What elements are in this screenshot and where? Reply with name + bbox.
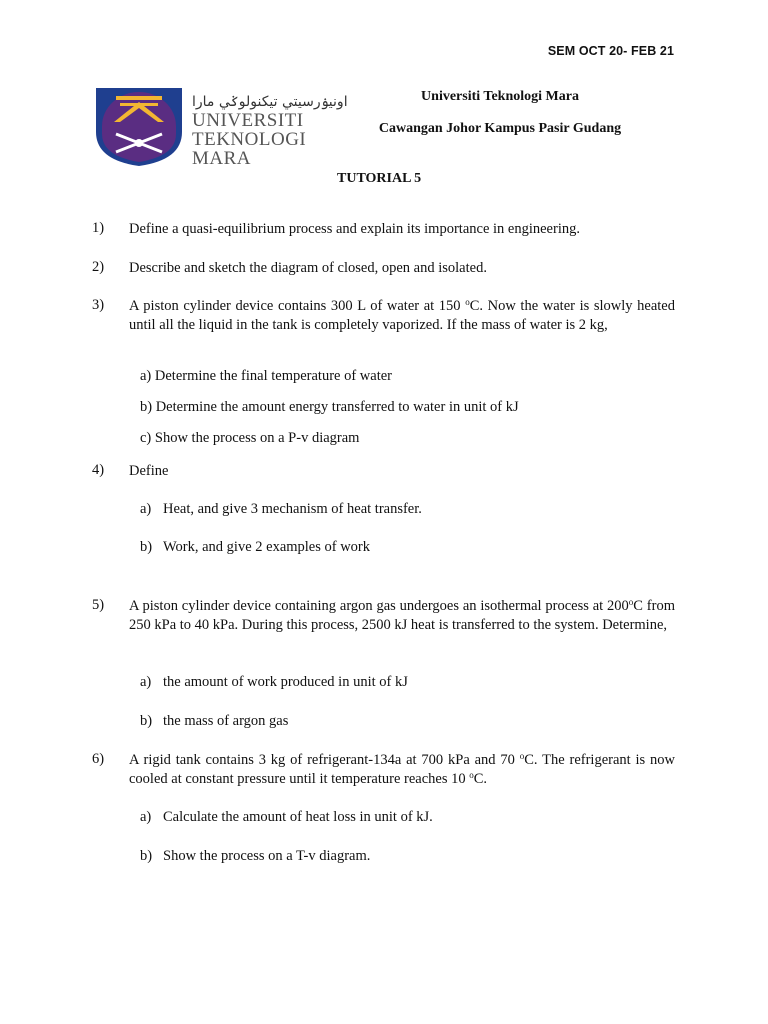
- question-3-number: 3): [92, 297, 105, 313]
- question-1-text: Define a quasi-equilibrium process and explain its importance in engineering.: [129, 221, 580, 237]
- question-6-text: A rigid tank contains 3 kg of refrigerant-134a at 700 kPa and 70 $^o$C. The refrigerant is now cooled at constant pressure until it temperature reaches 10 $^o$C.: [129, 751, 676, 787]
- jawi-text: اونيۏرسيتي تيکنولوݢي مارا: [192, 94, 348, 110]
- question-4-part-a: a) Heat, and give 3 mechanism of heat transfer.: [140, 501, 422, 517]
- question-3-part-b: b) Determine the amount energy transferred to water in unit of kJ: [140, 399, 519, 415]
- question-3-part-a: a) Determine the final temperature of water: [140, 368, 393, 384]
- question-5-number: 5): [92, 597, 105, 613]
- question-4-part-b: b) Work, and give 2 examples of work: [140, 539, 371, 555]
- logo-line-3: MARA: [192, 148, 252, 169]
- question-2-text: Describe and sketch the diagram of closed, open and isolated.: [129, 260, 487, 276]
- question-3-part-c: c) Show the process on a P-v diagram: [140, 430, 360, 446]
- crest-icon: [96, 88, 182, 166]
- question-4-number: 4): [92, 462, 105, 478]
- campus-name: Cawangan Johor Kampus Pasir Gudang: [378, 121, 622, 136]
- page-title: TUTORIAL 5: [337, 171, 422, 186]
- logo-line-1: UNIVERSITI: [192, 110, 304, 131]
- question-4-text: Define: [129, 463, 169, 479]
- question-1-number: 1): [92, 220, 105, 236]
- question-6-part-a: a) Calculate the amount of heat loss in unit of kJ.: [140, 809, 433, 825]
- question-6-number: 6): [92, 751, 105, 767]
- question-3-text: A piston cylinder device contains 300 L of water at 150 $^o$C. Now the water is slowly heated until all the liquid in the tank is completely vaporized. If the mass of water is 2 kg,: [129, 297, 675, 333]
- semester-label: SEM OCT 20- FEB 21: [547, 44, 674, 58]
- university-name: Universiti Teknologi Mara: [421, 89, 579, 104]
- logo-line-2: TEKNOLOGI: [192, 129, 307, 150]
- question-2-number: 2): [92, 259, 105, 275]
- question-5-part-a: a) the amount of work produced in unit of kJ: [140, 674, 408, 690]
- question-5-text: A piston cylinder device containing argon gas undergoes an isothermal process at 200$^o$C from 250 kPa to 40 kPa. During this process, 2500 kJ heat is transferred to the system. Determine,: [129, 597, 675, 633]
- university-logo: [92, 82, 348, 169]
- question-6-part-b: b) Show the process on a T-v diagram.: [140, 848, 371, 864]
- question-5-part-b: b) the mass of argon gas: [140, 713, 289, 729]
